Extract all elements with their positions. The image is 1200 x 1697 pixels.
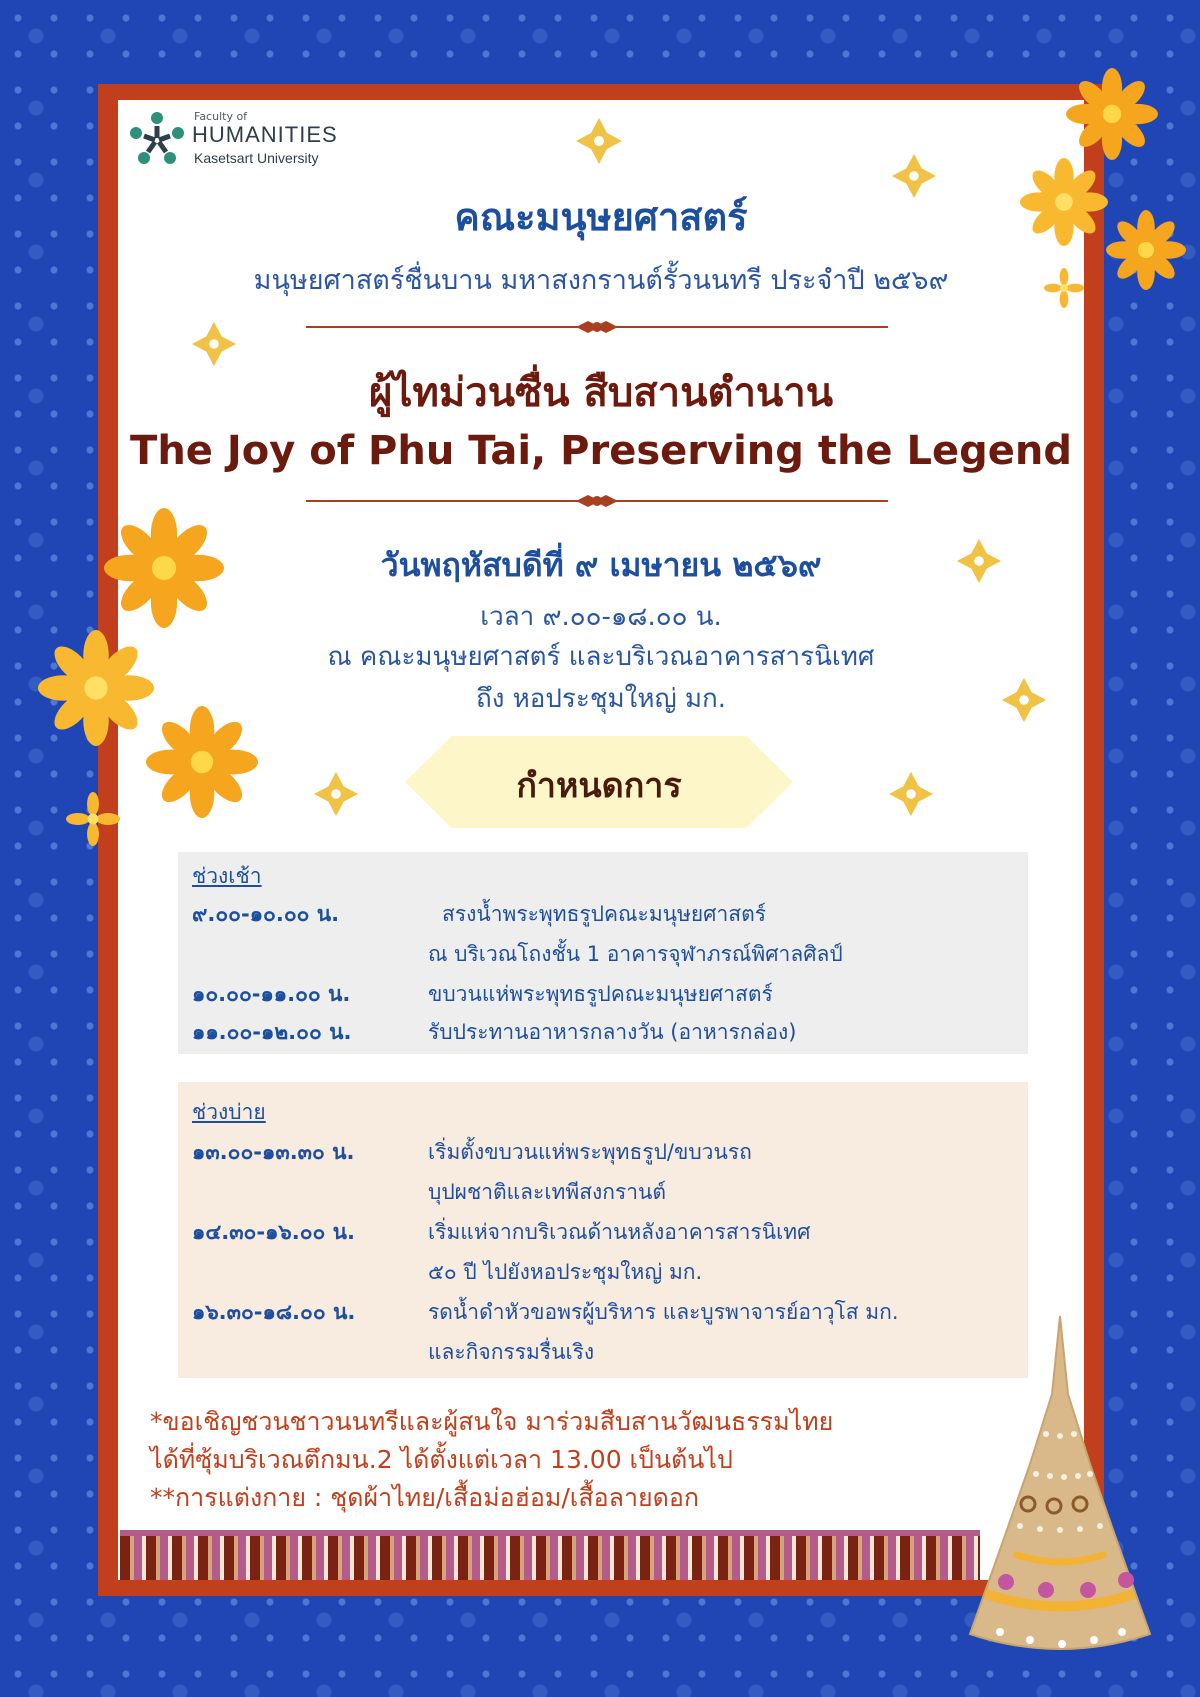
event-venue-continued: ถึง หอประชุมใหญ่ มก. [475,684,727,714]
schedule-desc: เริ่มแห่จากบริเวณด้านหลังอาคารสารนิเทศ [428,1220,811,1244]
schedule-time: ๑๓.๐๐-๑๓.๓๐ น. [192,1140,355,1164]
schedule-desc: และกิจกรรมรื่นเริง [428,1340,595,1364]
thai-ornament-icon [312,770,360,818]
schedule-desc: ขบวนแห่พระพุทธรูปคณะมนุษยศาสตร์ [428,982,773,1006]
thai-ornament-icon [887,770,935,818]
schedule-desc: เริ่มตั้งขบวนแห่พระพุทธรูป/ขบวนรถ [428,1140,752,1164]
event-venue: ณ คณะมนุษยศาสตร์ และบริเวณอาคารสารนิเทศ [327,642,875,672]
schedule-time: ๑๔.๓๐-๑๖.๐๐ น. [192,1220,356,1244]
schedule-desc: บุปผชาติและเทพีสงกรานต์ [428,1180,667,1204]
schedule-label: กำหนดการ [516,766,682,806]
divider [306,494,888,508]
event-subtitle: มนุษยศาสตร์ชื่นบาน มหาสงกรานต์รั้วนนทรี ประจำปี ๒๕๖๙ [253,265,949,296]
schedule-time: ๑๐.๐๐-๑๑.๐๐ น. [192,982,351,1006]
schedule-desc: ๕๐ ปี ไปยังหอประชุมใหญ่ มก. [428,1260,703,1284]
textile-border [120,1536,980,1580]
faculty-logo [126,108,366,172]
logo-icon [126,108,188,170]
marigold-flower-icon [66,792,120,846]
invitation-note-continued: ได้ที่ซุ้มบริเวณตึกมน.2 ได้ตั้งแต่เวลา 13.00 เป็นต้นไป [150,1445,733,1474]
faculty-title: คณะมนุษยศาสตร์ [454,195,748,239]
marigold-flower-icon [146,706,258,818]
dress-code-note: **การแต่งกาย : ชุดผ้าไทย/เสื้อม่อฮ่อม/เสื้อลายดอก [150,1483,700,1512]
event-title-thai: ผู้ไทม่วนซื่น สืบสานตำนาน [368,370,834,416]
schedule-time: ๙.๐๐-๑๐.๐๐ น. [192,902,340,926]
schedule-time: ๑๑.๐๐-๑๒.๐๐ น. [192,1020,352,1044]
event-title-english: The Joy of Phu Tai, Preserving the Legend [130,428,1072,474]
logo-university: Kasetsart University [194,150,319,166]
logo-humanities: HUMANITIES [192,122,338,147]
divider [306,320,888,334]
marigold-flower-icon [1066,68,1158,160]
schedule-desc: รดน้ำดำหัวขอพรผู้บริหาร และบูรพาจารย์อาวุโส มก. [428,1300,899,1324]
thai-ornament-icon [574,116,624,166]
sand-stupa-icon [950,1314,1170,1676]
event-time: เวลา ๙.๐๐-๑๘.๐๐ น. [480,602,722,632]
schedule-desc: สรงน้ำพระพุทธรูปคณะมนุษยศาสตร์ [442,902,767,926]
invitation-note: *ขอเชิญชวนชาวนนทรีและผู้สนใจ มาร่วมสืบสานวัฒนธรรมไทย [150,1407,834,1436]
logo-faculty-of: Faculty of [194,110,248,123]
morning-schedule [178,852,1028,1054]
afternoon-heading: ช่วงบ่าย [192,1100,266,1124]
morning-heading: ช่วงเช้า [192,864,262,888]
marigold-flower-icon [1106,210,1186,290]
event-date: วันพฤหัสบดีที่ ๙ เมษายน ๒๕๖๙ [380,546,822,584]
schedule-time: ๑๖.๓๐-๑๘.๐๐ น. [192,1300,356,1324]
afternoon-schedule [178,1082,1028,1378]
schedule-desc: รับประทานอาหารกลางวัน (อาหารกล่อง) [428,1020,797,1044]
schedule-desc: ณ บริเวณโถงชั้น 1 อาคารจุฬาภรณ์พิศาลศิลป์ [428,942,843,966]
